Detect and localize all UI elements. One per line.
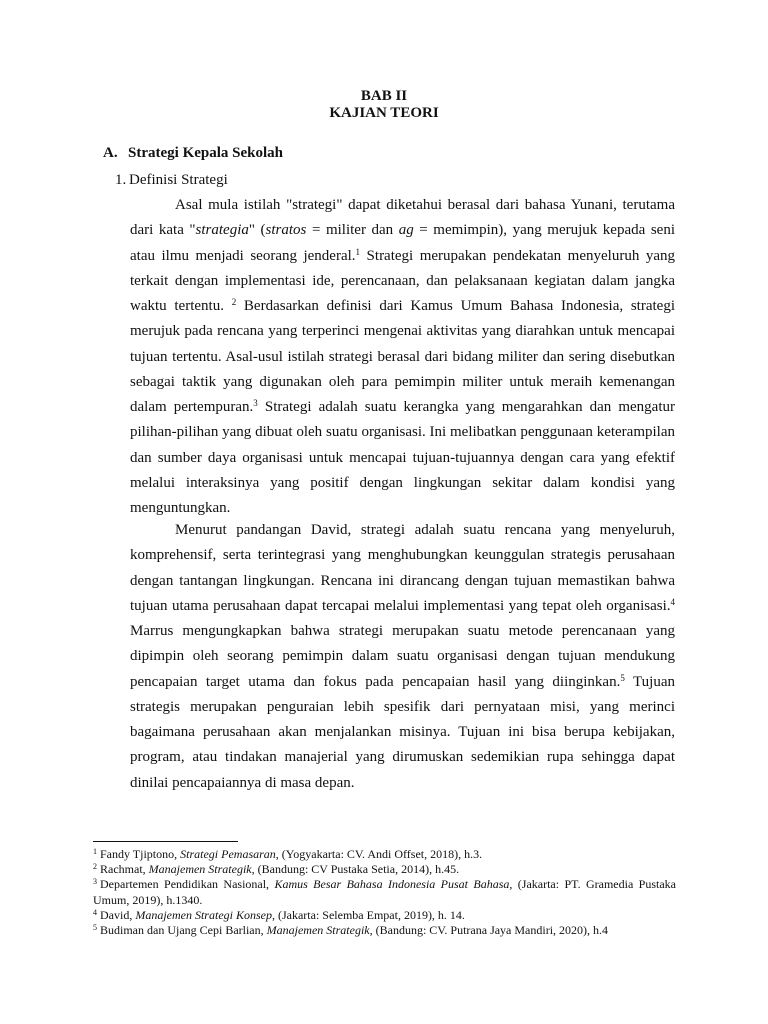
footnote-author: David, xyxy=(100,907,136,922)
italic-term-stratos: stratos xyxy=(265,222,307,239)
paragraph-2-text: Marrus mengungkapkan bahwa strategi merupakan suatu metode perencanaan yang dipimpin oleh seorang pemimpin dalam suatu organisasi dengan tujuan mendukung pencapaian target utama dan fokus pada pencapaian hasil yang diinginkan. xyxy=(130,623,675,690)
italic-term-strategia: strategia xyxy=(195,222,249,239)
chapter-number: BAB II xyxy=(360,88,408,104)
paragraph-1-text: = memimpin), yang merujuk kepada seni atau ilmu menjadi seorang jenderal. xyxy=(130,222,675,264)
chapter-title: KAJIAN TEORI xyxy=(329,105,439,121)
footnote-author: Fandy Tjiptono, xyxy=(100,847,181,861)
footnote-details: , (Yogyakarta: CV. Andi Offset, 2018), h.3. xyxy=(275,847,483,861)
footnote-3 xyxy=(93,877,676,907)
footnote-details: (Bandung: CV. Putrana Jaya Mandiri, 2020), h.4 xyxy=(372,923,609,938)
paragraph-1-text: Strategi merupakan pendekatan menyeluruh yang terkait dengan implementasi ide, perencanaan, dan pelaksanaan kegiatan dalam jangka waktu tertentu. xyxy=(130,247,675,314)
footnote-details: , (Jakarta: PT. Gramedia Pustaka Umum, 2019), h.1340. xyxy=(93,877,676,907)
paragraph-2-text: Menurut pandangan David, strategi adalah suatu rencana yang menyeluruh, komprehensif, serta terintegrasi yang menghubungkan keunggulan strategis perusahaan dengan tantangan lingkungan. Rencana ini dirancang dengan tujuan memastikan bahwa tujuan utama perusahaan dapat tercapai melalui implementasi yang tepat oleh organisasi. xyxy=(130,522,675,614)
footnote-number: 2 xyxy=(93,862,97,872)
paragraph-1-text: " ( xyxy=(248,222,266,239)
footnote-title: Strategi Pemasaran xyxy=(180,847,276,861)
paragraph-1-text: Strategi adalah suatu kerangka yang mengarahkan dan mengatur pilihan-pilihan yang dibuat oleh suatu organisasi. Ini melibatkan penggunaan keterampilan dan sumber daya organisasi untuk mencapai tujuan-tujuannya dengan cara yang efektif melalui interaksinya yang positif dengan lingkungan sekitar dalam kondisi yang menguntungkan. xyxy=(130,399,676,516)
footnote-details: , (Jakarta: Selemba Empat, 2019), h. 14. xyxy=(271,907,465,922)
footnote-author: Budiman dan Ujang Cepi Barlian, xyxy=(100,923,267,938)
footnote-ref-5[interactable]: 5 xyxy=(620,672,625,683)
section-heading xyxy=(103,144,283,162)
subsection-number: 1. xyxy=(115,172,127,188)
footnotes xyxy=(93,847,676,938)
paragraph-1-text: = militer dan xyxy=(306,222,399,239)
footnote-title: Kamus Besar Bahasa Indonesia Pusat Bahasa xyxy=(274,877,510,892)
footnote-ref-4[interactable]: 4 xyxy=(670,596,675,607)
footnote-number: 1 xyxy=(93,847,97,856)
footnote-1 xyxy=(93,847,676,862)
footnote-author: Departemen Pendidikan Nasional, xyxy=(100,877,275,892)
footnote-2 xyxy=(93,862,676,877)
footnote-number: 5 xyxy=(93,923,97,933)
footnote-ref-1[interactable]: 1 xyxy=(355,246,361,257)
footnote-number: 3 xyxy=(93,877,97,887)
footnote-title: Manajemen Strategik, xyxy=(266,923,373,938)
subsection-heading xyxy=(115,171,228,189)
footnote-separator xyxy=(93,841,238,842)
section-title: Strategi Kepala Sekolah xyxy=(128,145,284,161)
section-letter: A. xyxy=(103,145,118,161)
footnote-number: 4 xyxy=(93,907,97,917)
paragraph-2-text: Tujuan strategis merupakan penguraian lebih spesifik dari pernyataan misi, yang merinci bagaimana perusahaan akan menjalankan misinya. Tujuan ini bisa berupa kebijakan, program, atau tindakan manajerial yang dirumuskan sedemikian rupa sehingga dapat dinilai pencapaiannya di masa depan. xyxy=(130,673,675,791)
italic-term-ag: ag xyxy=(398,222,414,239)
paragraph-1-text: Berdasarkan definisi dari Kamus Umum Bahasa Indonesia, strategi merujuk pada rencana yang terperinci mengenai aktivitas yang diarahkan untuk mencapai tujuan tertentu. Asal-usul istilah strategi berasal dari bidang militer dan sering disebutkan sebagai taktik yang digunakan oleh para pemimpin militer untuk meraih kemenangan dalam pertempuran. xyxy=(130,298,675,415)
paragraph-1-text: Asal mula istilah "strategi" dapat diketahui berasal dari bahasa Yunani, terutama dari kata " xyxy=(130,197,675,239)
footnote-title: Manajemen Strategik, xyxy=(148,862,255,877)
footnote-ref-2[interactable]: 2 xyxy=(231,297,237,307)
footnote-4 xyxy=(93,908,676,923)
subsection-title: Definisi Strategi xyxy=(129,172,228,188)
paragraph-1 xyxy=(130,193,675,521)
footnote-ref-3[interactable]: 3 xyxy=(253,398,258,408)
footnote-title: Manajemen Strategi Konsep xyxy=(135,907,272,922)
footnote-details: (Bandung: CV Pustaka Setia, 2014), h.45. xyxy=(254,862,460,877)
footnote-author: Rachmat, xyxy=(100,862,149,877)
footnote-5 xyxy=(93,923,676,938)
paragraph-2 xyxy=(130,518,675,796)
